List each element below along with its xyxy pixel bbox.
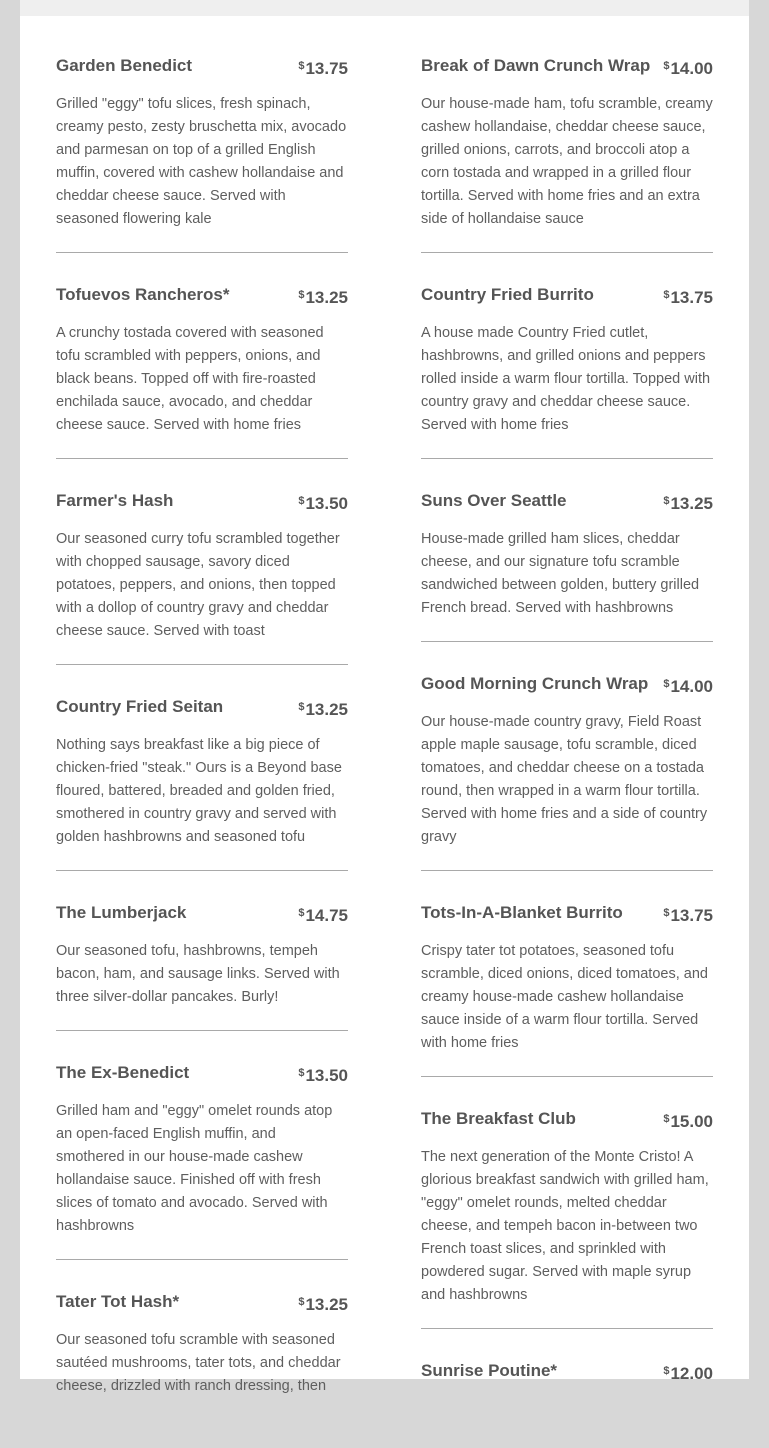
- item-description: The next generation of the Monte Cristo! A glorious breakfast sandwich with grilled ham, "eggy" omelet rounds, melted cheddar cheese, and tempeh bacon in-between two French toast slices, and sprinkled with powdered sugar. Served with maple syrup and hashbrowns: [421, 1149, 709, 1303]
- menu-item: [421, 282, 713, 459]
- item-price: [298, 694, 348, 724]
- price-amount: 15.00: [670, 1112, 713, 1131]
- price-amount: 13.50: [305, 494, 348, 513]
- item-name: Country Fried Burrito: [421, 285, 594, 304]
- menu-column-left: [56, 53, 348, 1448]
- menu-item: [56, 53, 348, 253]
- item-name: The Lumberjack: [56, 903, 187, 922]
- currency-symbol: $: [663, 289, 670, 301]
- item-name: Good Morning Crunch Wrap: [421, 674, 649, 693]
- item-price: [298, 53, 348, 83]
- menu-card: [20, 0, 749, 1394]
- item-description: A house made Country Fried cutlet, hashbrowns, and grilled onions and peppers rolled inside a warm flour tortilla. Topped with country gravy and cheddar cheese sauce. Served with home fries: [421, 325, 711, 433]
- currency-symbol: $: [663, 495, 670, 507]
- item-name: The Ex-Benedict: [56, 1063, 190, 1082]
- currency-symbol: $: [663, 678, 670, 690]
- item-description: Grilled ham and "eggy" omelet rounds atop an open-faced English muffin, and smothered in our house-made cashew hollandaise sauce. Finished off with fresh slices of tomato and avocado. Served with hashbrowns: [56, 1103, 333, 1234]
- price-amount: 14.00: [670, 677, 713, 696]
- item-name: Tofuevos Rancheros*: [56, 285, 230, 304]
- price-amount: 14.00: [670, 59, 713, 78]
- menu-item: [421, 1358, 713, 1419]
- item-price: [663, 53, 713, 83]
- price-amount: 13.75: [670, 906, 713, 925]
- item-price: [298, 900, 348, 930]
- menu-item: [421, 1106, 713, 1329]
- currency-symbol: $: [663, 907, 670, 919]
- menu-item: [56, 1060, 348, 1260]
- price-amount: 13.75: [305, 59, 348, 78]
- item-name: The Breakfast Club: [421, 1109, 576, 1128]
- currency-symbol: $: [663, 1113, 670, 1125]
- item-description: Crispy tater tot potatoes, seasoned tofu scramble, diced onions, diced tomatoes, and creamy house-made cashew hollandaise sauce inside of a warm flour tortilla. Served with home fries: [421, 943, 708, 1051]
- item-description: Our house-made ham, tofu scramble, creamy cashew hollandaise, cheddar cheese sauce, grilled onions, carrots, and broccoli atop a corn tostada and wrapped in a grilled flour tortilla. Served with home fries and an extra side of hollandaise sauce: [421, 96, 713, 227]
- price-amount: 13.25: [305, 288, 348, 307]
- currency-symbol: $: [298, 495, 305, 507]
- item-price: [298, 282, 348, 312]
- menu-item: [56, 282, 348, 459]
- price-amount: 14.75: [305, 906, 348, 925]
- menu-item: [56, 488, 348, 665]
- currency-symbol: $: [298, 701, 305, 713]
- item-name: Suns Over Seattle: [421, 491, 567, 510]
- item-price: [663, 900, 713, 930]
- item-name: Tots-In-A-Blanket Burrito: [421, 903, 623, 922]
- price-amount: 13.25: [305, 1295, 348, 1314]
- price-amount: 13.75: [670, 288, 713, 307]
- item-name: Break of Dawn Crunch Wrap: [421, 56, 651, 75]
- item-description: Our house-made country gravy, Field Roast apple maple sausage, tofu scramble, diced tomatoes, and cheddar cheese on a tostada round, then wrapped in a warm flour tortilla. Served with home fries and a side of country gravy: [421, 714, 708, 845]
- price-amount: 13.25: [305, 700, 348, 719]
- item-description: Our seasoned tofu scramble with seasoned sautéed mushrooms, tater tots, and cheddar cheese, drizzled with ranch dressing, then: [56, 1332, 341, 1394]
- item-price: [298, 1289, 348, 1319]
- currency-symbol: $: [298, 1067, 305, 1079]
- item-name: Tater Tot Hash*: [56, 1292, 180, 1311]
- currency-symbol: $: [298, 60, 305, 72]
- currency-symbol: $: [663, 1365, 670, 1377]
- item-price: [663, 282, 713, 312]
- item-price: [663, 1358, 713, 1388]
- currency-symbol: $: [298, 907, 305, 919]
- item-description: A crunchy tostada covered with seasoned tofu scrambled with peppers, onions, and black beans. Topped off with fire-roasted enchilada sauce, avocado, and cheddar cheese sauce. Served with home fries: [56, 325, 324, 433]
- item-description: Nothing says breakfast like a big piece of chicken-fried "steak." Ours is a Beyond base floured, battered, breaded and golden fried, smothered in country gravy and served with golden hashbrowns and seasoned tofu: [56, 737, 342, 845]
- item-price: [298, 488, 348, 518]
- item-price: [663, 488, 713, 518]
- item-description: Our seasoned curry tofu scrambled together with chopped sausage, savory diced potatoes, peppers, and onions, then topped with a dollop of country gravy and cheddar cheese sauce. Served with toast: [56, 531, 340, 639]
- menu-item: [421, 671, 713, 871]
- price-amount: 12.00: [670, 1364, 713, 1383]
- menu-item: [56, 694, 348, 871]
- price-amount: 13.50: [305, 1066, 348, 1085]
- item-description: Grilled "eggy" tofu slices, fresh spinach, creamy pesto, zesty bruschetta mix, avocado and parmesan on top of a grilled English muffin, covered with cashew hollandaise and cheddar cheese sauce. Served with seasoned flowering kale: [56, 96, 347, 227]
- item-description: House-made grilled ham slices, cheddar cheese, and our signature tofu scramble sandwiched between golden, buttery grilled French bread. Served with hashbrowns: [421, 531, 700, 616]
- menu-item: [421, 900, 713, 1077]
- item-name: Country Fried Seitan: [56, 697, 224, 716]
- currency-symbol: $: [298, 289, 305, 301]
- item-price: [298, 1060, 348, 1090]
- price-amount: 13.25: [670, 494, 713, 513]
- menu-item: [421, 488, 713, 642]
- currency-symbol: $: [663, 60, 670, 72]
- menu-column-right: [421, 53, 713, 1448]
- currency-symbol: $: [298, 1296, 305, 1308]
- item-price: [663, 671, 713, 701]
- item-name: Garden Benedict: [56, 56, 193, 75]
- menu-item: [421, 53, 713, 253]
- menu-item: [56, 1289, 348, 1419]
- menu-item: [56, 900, 348, 1031]
- item-description: Our seasoned tofu, hashbrowns, tempeh bacon, ham, and sausage links. Served with three silver-dollar pancakes. Burly!: [56, 943, 340, 1005]
- item-price: [663, 1106, 713, 1136]
- header-strip: [20, 0, 749, 16]
- item-name: Farmer's Hash: [56, 491, 174, 510]
- item-name: Sunrise Poutine*: [421, 1361, 558, 1380]
